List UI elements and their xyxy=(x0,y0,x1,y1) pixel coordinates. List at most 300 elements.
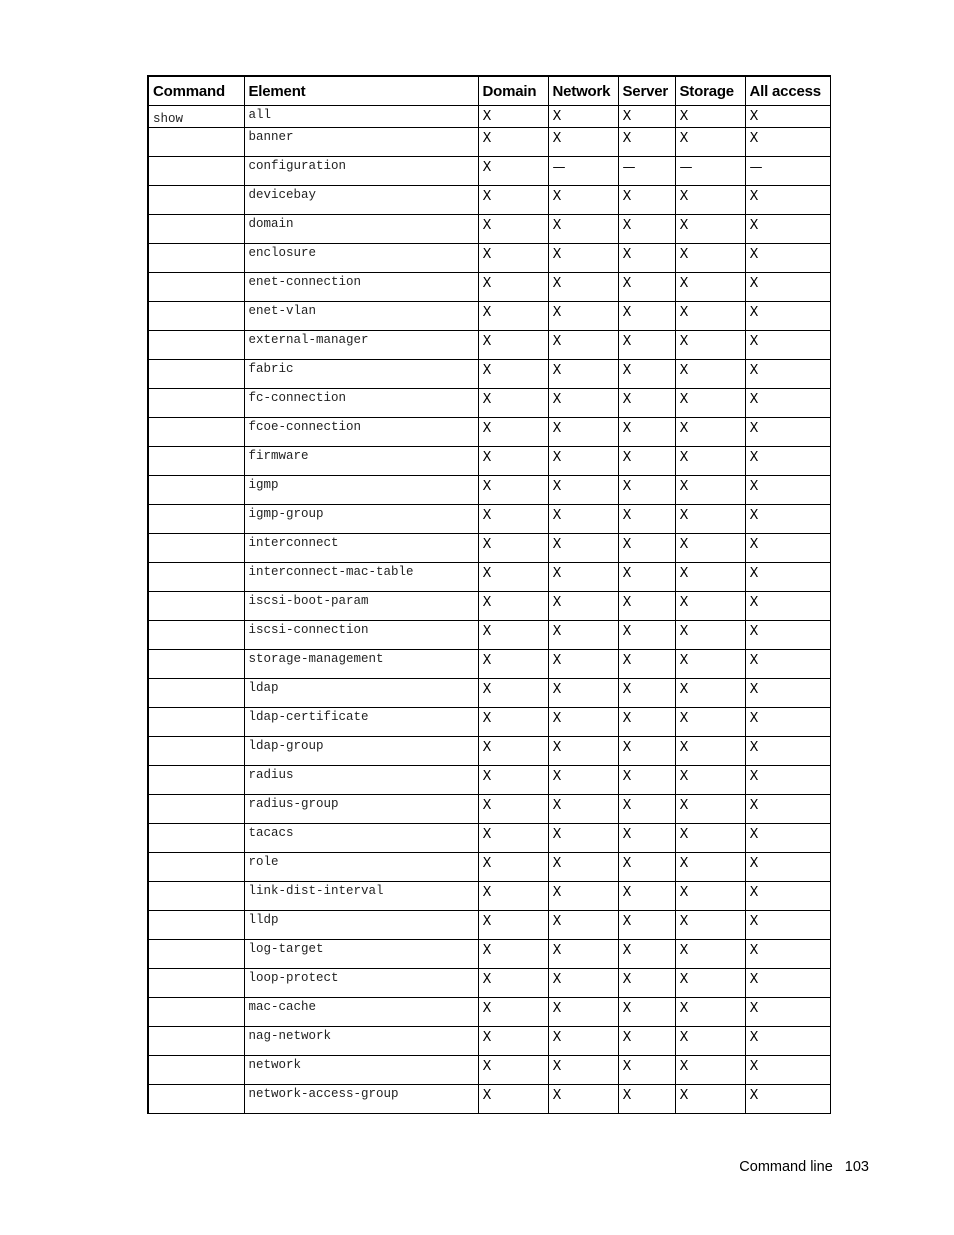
network-permission-mark: X xyxy=(552,885,562,900)
domain-permission-mark: X xyxy=(482,972,492,987)
all-access-permission-mark: X xyxy=(749,856,759,871)
server-permission-mark: X xyxy=(622,247,632,262)
network-permission-mark: X xyxy=(552,769,562,784)
network-permission-mark: X xyxy=(552,508,562,523)
command-cell xyxy=(148,708,244,737)
all-access-permission-mark: X xyxy=(749,1088,759,1103)
server-permission-mark: X xyxy=(622,276,632,291)
network-cell xyxy=(548,1027,618,1056)
storage-cell xyxy=(675,244,745,273)
all-access-cell xyxy=(745,244,830,273)
network-permission-mark: X xyxy=(552,827,562,842)
storage-cell xyxy=(675,360,745,389)
table-row xyxy=(148,186,830,215)
all-access-permission-mark: X xyxy=(749,392,759,407)
all-access-cell xyxy=(745,824,830,853)
footer-section-title: Command line xyxy=(739,1159,833,1175)
command-cell xyxy=(148,940,244,969)
element-name: role xyxy=(248,855,279,869)
network-permission-mark: X xyxy=(552,479,562,494)
domain-cell xyxy=(478,708,548,737)
element-name: devicebay xyxy=(248,188,317,202)
all-access-permission-mark: X xyxy=(749,1030,759,1045)
all-access-cell xyxy=(745,650,830,679)
all-access-cell xyxy=(745,331,830,360)
domain-cell xyxy=(478,360,548,389)
storage-cell xyxy=(675,1085,745,1114)
storage-cell xyxy=(675,418,745,447)
storage-cell xyxy=(675,331,745,360)
storage-permission-mark: X xyxy=(679,943,689,958)
network-permission-mark: X xyxy=(552,109,562,124)
storage-cell xyxy=(675,592,745,621)
header-element: Element xyxy=(244,76,478,106)
command-cell xyxy=(148,447,244,476)
element-cell xyxy=(244,360,478,389)
storage-permission-mark: X xyxy=(679,392,689,407)
storage-permission-mark: X xyxy=(679,856,689,871)
element-cell xyxy=(244,157,478,186)
network-cell xyxy=(548,215,618,244)
server-cell xyxy=(618,911,675,940)
network-permission-mark: X xyxy=(552,1088,562,1103)
all-access-permission-mark: X xyxy=(749,247,759,262)
command-cell xyxy=(148,621,244,650)
domain-permission-mark: X xyxy=(482,421,492,436)
domain-permission-mark: X xyxy=(482,363,492,378)
element-name: nag-network xyxy=(248,1029,332,1043)
element-name: all xyxy=(248,108,272,122)
all-access-cell xyxy=(745,853,830,882)
domain-cell xyxy=(478,679,548,708)
storage-cell xyxy=(675,215,745,244)
table-row xyxy=(148,302,830,331)
server-cell xyxy=(618,563,675,592)
all-access-cell xyxy=(745,563,830,592)
domain-cell xyxy=(478,1085,548,1114)
network-cell xyxy=(548,911,618,940)
table-row xyxy=(148,679,830,708)
network-permission-mark: X xyxy=(552,421,562,436)
domain-permission-mark: X xyxy=(482,218,492,233)
command-cell xyxy=(148,882,244,911)
network-permission-mark: X xyxy=(552,943,562,958)
all-access-cell xyxy=(745,679,830,708)
server-cell xyxy=(618,418,675,447)
server-permission-mark: X xyxy=(622,421,632,436)
storage-cell xyxy=(675,505,745,534)
command-cell xyxy=(148,215,244,244)
domain-cell xyxy=(478,215,548,244)
server-permission-mark: X xyxy=(622,1059,632,1074)
storage-cell xyxy=(675,476,745,505)
element-name: radius-group xyxy=(248,797,339,811)
network-cell xyxy=(548,737,618,766)
command-cell xyxy=(148,418,244,447)
domain-cell xyxy=(478,998,548,1027)
element-name: igmp-group xyxy=(248,507,324,521)
command-cell xyxy=(148,766,244,795)
all-access-permission-mark: X xyxy=(749,218,759,233)
server-permission-mark: — xyxy=(622,160,636,175)
network-permission-mark: — xyxy=(552,160,566,175)
network-permission-mark: X xyxy=(552,363,562,378)
domain-cell xyxy=(478,882,548,911)
network-permission-mark: X xyxy=(552,537,562,552)
domain-cell xyxy=(478,106,548,128)
command-cell xyxy=(148,273,244,302)
table-row xyxy=(148,418,830,447)
domain-permission-mark: X xyxy=(482,943,492,958)
table-body xyxy=(148,106,830,1114)
server-cell xyxy=(618,1056,675,1085)
network-cell xyxy=(548,1085,618,1114)
domain-permission-mark: X xyxy=(482,276,492,291)
storage-cell xyxy=(675,824,745,853)
domain-cell xyxy=(478,940,548,969)
table-row xyxy=(148,563,830,592)
server-permission-mark: X xyxy=(622,363,632,378)
element-name: tacacs xyxy=(248,826,294,840)
network-permission-mark: X xyxy=(552,334,562,349)
element-cell xyxy=(244,563,478,592)
domain-permission-mark: X xyxy=(482,1088,492,1103)
storage-permission-mark: X xyxy=(679,247,689,262)
server-permission-mark: X xyxy=(622,769,632,784)
server-cell xyxy=(618,766,675,795)
element-cell xyxy=(244,882,478,911)
table-row xyxy=(148,106,830,128)
server-permission-mark: X xyxy=(622,392,632,407)
table-row xyxy=(148,1085,830,1114)
network-cell xyxy=(548,650,618,679)
table-row xyxy=(148,824,830,853)
table-row xyxy=(148,969,830,998)
domain-permission-mark: X xyxy=(482,508,492,523)
all-access-cell xyxy=(745,157,830,186)
storage-permission-mark: X xyxy=(679,595,689,610)
command-cell xyxy=(148,1027,244,1056)
storage-cell xyxy=(675,853,745,882)
all-access-permission-mark: X xyxy=(749,334,759,349)
domain-permission-mark: X xyxy=(482,827,492,842)
server-permission-mark: X xyxy=(622,740,632,755)
network-cell xyxy=(548,302,618,331)
domain-permission-mark: X xyxy=(482,653,492,668)
element-name: firmware xyxy=(248,449,309,463)
network-permission-mark: X xyxy=(552,450,562,465)
network-permission-mark: X xyxy=(552,189,562,204)
network-permission-mark: X xyxy=(552,740,562,755)
network-cell xyxy=(548,157,618,186)
all-access-cell xyxy=(745,1027,830,1056)
network-permission-mark: X xyxy=(552,798,562,813)
domain-cell xyxy=(478,534,548,563)
domain-cell xyxy=(478,766,548,795)
network-cell xyxy=(548,621,618,650)
element-cell xyxy=(244,1085,478,1114)
all-access-cell xyxy=(745,389,830,418)
element-cell xyxy=(244,708,478,737)
network-permission-mark: X xyxy=(552,1001,562,1016)
header-command: Command xyxy=(148,76,244,106)
table-row xyxy=(148,766,830,795)
server-cell xyxy=(618,882,675,911)
server-permission-mark: X xyxy=(622,885,632,900)
element-cell xyxy=(244,766,478,795)
element-cell xyxy=(244,853,478,882)
element-name: interconnect xyxy=(248,536,339,550)
storage-permission-mark: X xyxy=(679,1088,689,1103)
network-cell xyxy=(548,476,618,505)
element-name: enclosure xyxy=(248,246,317,260)
element-name: radius xyxy=(248,768,294,782)
all-access-cell xyxy=(745,1085,830,1114)
network-cell xyxy=(548,244,618,273)
server-cell xyxy=(618,447,675,476)
all-access-cell xyxy=(745,273,830,302)
element-name: log-target xyxy=(248,942,324,956)
network-permission-mark: X xyxy=(552,914,562,929)
domain-cell xyxy=(478,824,548,853)
domain-cell xyxy=(478,1027,548,1056)
server-cell xyxy=(618,157,675,186)
domain-permission-mark: X xyxy=(482,537,492,552)
domain-permission-mark: X xyxy=(482,392,492,407)
command-cell xyxy=(148,795,244,824)
all-access-cell xyxy=(745,215,830,244)
server-cell xyxy=(618,273,675,302)
element-cell xyxy=(244,940,478,969)
domain-cell xyxy=(478,795,548,824)
server-permission-mark: X xyxy=(622,914,632,929)
command-cell xyxy=(148,824,244,853)
header-all-access: All access xyxy=(745,76,830,106)
server-permission-mark: X xyxy=(622,566,632,581)
all-access-cell xyxy=(745,737,830,766)
server-cell xyxy=(618,708,675,737)
element-cell xyxy=(244,331,478,360)
server-permission-mark: X xyxy=(622,972,632,987)
element-name: ldap-group xyxy=(248,739,324,753)
all-access-permission-mark: X xyxy=(749,682,759,697)
storage-cell xyxy=(675,679,745,708)
command-cell xyxy=(148,679,244,708)
element-name: igmp xyxy=(248,478,279,492)
storage-permission-mark: X xyxy=(679,305,689,320)
storage-cell xyxy=(675,186,745,215)
all-access-permission-mark: X xyxy=(749,537,759,552)
element-cell xyxy=(244,186,478,215)
all-access-permission-mark: X xyxy=(749,508,759,523)
network-permission-mark: X xyxy=(552,595,562,610)
server-permission-mark: X xyxy=(622,1001,632,1016)
page-number: 103 xyxy=(844,1159,869,1175)
storage-permission-mark: X xyxy=(679,566,689,581)
server-cell xyxy=(618,534,675,563)
element-name: iscsi-connection xyxy=(248,623,369,637)
all-access-cell xyxy=(745,106,830,128)
storage-cell xyxy=(675,302,745,331)
server-cell xyxy=(618,106,675,128)
element-name: network xyxy=(248,1058,302,1072)
domain-cell xyxy=(478,1056,548,1085)
network-cell xyxy=(548,969,618,998)
domain-permission-mark: X xyxy=(482,769,492,784)
network-permission-mark: X xyxy=(552,276,562,291)
storage-permission-mark: X xyxy=(679,740,689,755)
network-permission-mark: X xyxy=(552,624,562,639)
domain-permission-mark: X xyxy=(482,1030,492,1045)
all-access-cell xyxy=(745,621,830,650)
table-row xyxy=(148,215,830,244)
element-cell xyxy=(244,679,478,708)
table-row xyxy=(148,621,830,650)
element-name: network-access-group xyxy=(248,1087,399,1101)
all-access-cell xyxy=(745,186,830,215)
network-cell xyxy=(548,273,618,302)
table-row xyxy=(148,128,830,157)
network-cell xyxy=(548,360,618,389)
server-cell xyxy=(618,302,675,331)
domain-permission-mark: X xyxy=(482,1059,492,1074)
storage-permission-mark: X xyxy=(679,798,689,813)
network-cell xyxy=(548,795,618,824)
command-cell xyxy=(148,563,244,592)
command-cell xyxy=(148,157,244,186)
element-cell xyxy=(244,795,478,824)
network-permission-mark: X xyxy=(552,392,562,407)
all-access-cell xyxy=(745,708,830,737)
command-cell xyxy=(148,302,244,331)
domain-permission-mark: X xyxy=(482,450,492,465)
table-row xyxy=(148,331,830,360)
all-access-permission-mark: X xyxy=(749,363,759,378)
domain-permission-mark: X xyxy=(482,885,492,900)
storage-permission-mark: X xyxy=(679,1030,689,1045)
all-access-cell xyxy=(745,447,830,476)
server-permission-mark: X xyxy=(622,479,632,494)
server-permission-mark: X xyxy=(622,218,632,233)
network-cell xyxy=(548,940,618,969)
network-cell xyxy=(548,998,618,1027)
server-cell xyxy=(618,824,675,853)
server-cell xyxy=(618,186,675,215)
domain-cell xyxy=(478,737,548,766)
storage-cell xyxy=(675,969,745,998)
network-cell xyxy=(548,106,618,128)
command-cell xyxy=(148,969,244,998)
storage-permission-mark: X xyxy=(679,682,689,697)
network-permission-mark: X xyxy=(552,1059,562,1074)
server-permission-mark: X xyxy=(622,711,632,726)
server-permission-mark: X xyxy=(622,1088,632,1103)
server-permission-mark: X xyxy=(622,305,632,320)
storage-permission-mark: X xyxy=(679,1059,689,1074)
network-cell xyxy=(548,447,618,476)
table-row xyxy=(148,244,830,273)
storage-cell xyxy=(675,1056,745,1085)
server-cell xyxy=(618,679,675,708)
storage-cell xyxy=(675,911,745,940)
server-cell xyxy=(618,1027,675,1056)
header-server: Server xyxy=(618,76,675,106)
element-cell xyxy=(244,302,478,331)
all-access-permission-mark: X xyxy=(749,566,759,581)
network-cell xyxy=(548,708,618,737)
domain-permission-mark: X xyxy=(482,740,492,755)
storage-permission-mark: — xyxy=(679,160,693,175)
table-row xyxy=(148,1056,830,1085)
network-cell xyxy=(548,766,618,795)
table-row xyxy=(148,708,830,737)
network-permission-mark: X xyxy=(552,566,562,581)
storage-permission-mark: X xyxy=(679,421,689,436)
storage-permission-mark: X xyxy=(679,914,689,929)
table-row xyxy=(148,273,830,302)
server-permission-mark: X xyxy=(622,798,632,813)
server-permission-mark: X xyxy=(622,856,632,871)
domain-permission-mark: X xyxy=(482,1001,492,1016)
server-permission-mark: X xyxy=(622,109,632,124)
element-name: ldap-certificate xyxy=(248,710,369,724)
domain-permission-mark: X xyxy=(482,856,492,871)
server-cell xyxy=(618,215,675,244)
storage-cell xyxy=(675,563,745,592)
server-permission-mark: X xyxy=(622,508,632,523)
network-cell xyxy=(548,882,618,911)
all-access-permission-mark: X xyxy=(749,653,759,668)
table-row xyxy=(148,940,830,969)
network-permission-mark: X xyxy=(552,856,562,871)
network-permission-mark: X xyxy=(552,682,562,697)
all-access-permission-mark: X xyxy=(749,450,759,465)
network-cell xyxy=(548,1056,618,1085)
storage-permission-mark: X xyxy=(679,131,689,146)
all-access-permission-mark: X xyxy=(749,711,759,726)
element-cell xyxy=(244,447,478,476)
all-access-cell xyxy=(745,940,830,969)
storage-permission-mark: X xyxy=(679,363,689,378)
server-cell xyxy=(618,505,675,534)
storage-cell xyxy=(675,534,745,563)
all-access-permission-mark: X xyxy=(749,109,759,124)
all-access-permission-mark: X xyxy=(749,1059,759,1074)
storage-cell xyxy=(675,737,745,766)
server-cell xyxy=(618,476,675,505)
network-cell xyxy=(548,186,618,215)
storage-permission-mark: X xyxy=(679,827,689,842)
command-cell xyxy=(148,998,244,1027)
element-cell xyxy=(244,215,478,244)
server-cell xyxy=(618,331,675,360)
network-permission-mark: X xyxy=(552,972,562,987)
domain-permission-mark: X xyxy=(482,479,492,494)
element-cell xyxy=(244,505,478,534)
command-cell xyxy=(148,360,244,389)
server-cell xyxy=(618,940,675,969)
all-access-permission-mark: X xyxy=(749,189,759,204)
server-permission-mark: X xyxy=(622,624,632,639)
table-row xyxy=(148,795,830,824)
all-access-cell xyxy=(745,795,830,824)
all-access-permission-mark: X xyxy=(749,740,759,755)
domain-cell xyxy=(478,389,548,418)
network-permission-mark: X xyxy=(552,247,562,262)
all-access-permission-mark: — xyxy=(749,160,763,175)
element-name: mac-cache xyxy=(248,1000,317,1014)
all-access-cell xyxy=(745,418,830,447)
